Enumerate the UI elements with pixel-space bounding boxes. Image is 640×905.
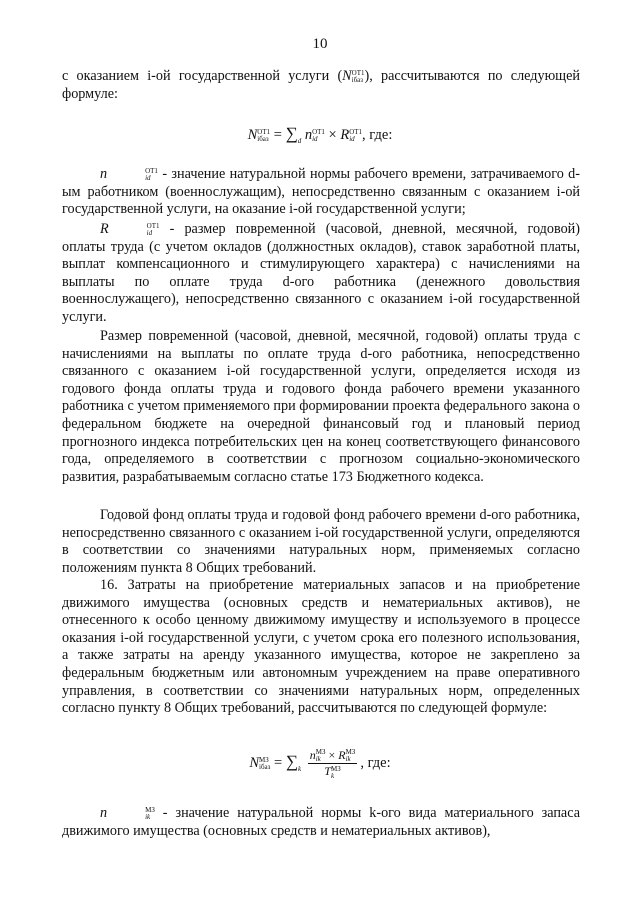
definition-n-mz: n МЗ ik - значение натуральной нормы k-ого вида материального запаса движимого имущества (основных средств и нематериальных активов), [62,805,580,839]
definition-r-ot1: R ОТ1 id - размер повременной (часовой, дневной, месячной, годовой) оплаты труда (с учетом окладов (должностных окладов), ставок заработной платы, выплат компенсационного и стимулирующего характера) с начислениями на выплаты по оплате труда d-ого работника (денежного довольствия военнослужащего), непосредственно связанного с оказанием i-ой государственной услуги. [62,221,580,325]
paragraph-pay-size: Размер повременной (часовой, дневной, месячной, годовой) оплаты труда с начислениями на выплаты по оплате труда d-ого работника, непосредственно связанного с оказанием i-ой государственной услуги, определяется исходя из годового фонда оплаты труда и годового фонда рабочего времени указанного работника с учетом применяемого при формировании проекта федерального закона о федеральном бюджете на очередной финансовый год и плановый период прогнозного индекса потребительских цен на конец соответствующего финансового года, определяемого в соответствии с прогнозом социально-экономического развития, разрабатываемым согласно статье 173 Бюджетного кодекса. [62,328,580,485]
paragraph-annual-fund: Годовой фонд оплаты труда и годовой фонд рабочего времени d-ого работника, непосредственно связанного с оказанием i-ой государственной услуги, определяются в соответствии со значениями натуральных норм, применяемых согласно положениям пункта 8 Общих требований. [62,507,580,576]
page-number: 10 [312,36,328,52]
paragraph-intro [62,68,580,103]
formula-mz-fraction: n МЗ ik × R МЗ ik T МЗ k [309,748,356,780]
paragraph-item-16: 16. Затраты на приобретение материальных запасов и на приобретение движимого имущества (основных средств и нематериальных активов), не отнесенного к особо ценному движимому имуществу и используемого в процессе оказания i-ой государственной услуги, с учетом срока его полезного использования, а также затраты на аренду указанного имущества, которое не закреплено за федеральным бюджетным или автономным учреждением на праве оперативного управления, в соответствии со значениями натуральных норм, определенных согласно пункту 8 Общих требований, рассчитываются по следующей формуле: [62,577,580,717]
intro-text-a: с оказанием i-ой государственной услуги ( [62,68,343,84]
intro-text-b: ), рассчитываются по следующей формуле: [62,68,580,102]
formula-ot1: N ОТ1 iбаз = $\sum_d$ n ОТ1 id × R ОТ1 id , где: [247,124,393,145]
inline-symbol-n-ot1-base: N ОТ1 iбаз [342,68,365,84]
formula-mz: N МЗ iбаз = $\sum_k$ n МЗ ik × R МЗ ik T МЗ k , где: [249,748,391,780]
definition-n-ot1: n ОТ1 id - значение натуральной нормы рабочего времени, затрачиваемого d-ым работником (военнослужащим), непосредственно связанным с оказанием i-ой государственной услуги, на оказание i-ой государственной услуги; [62,166,580,218]
